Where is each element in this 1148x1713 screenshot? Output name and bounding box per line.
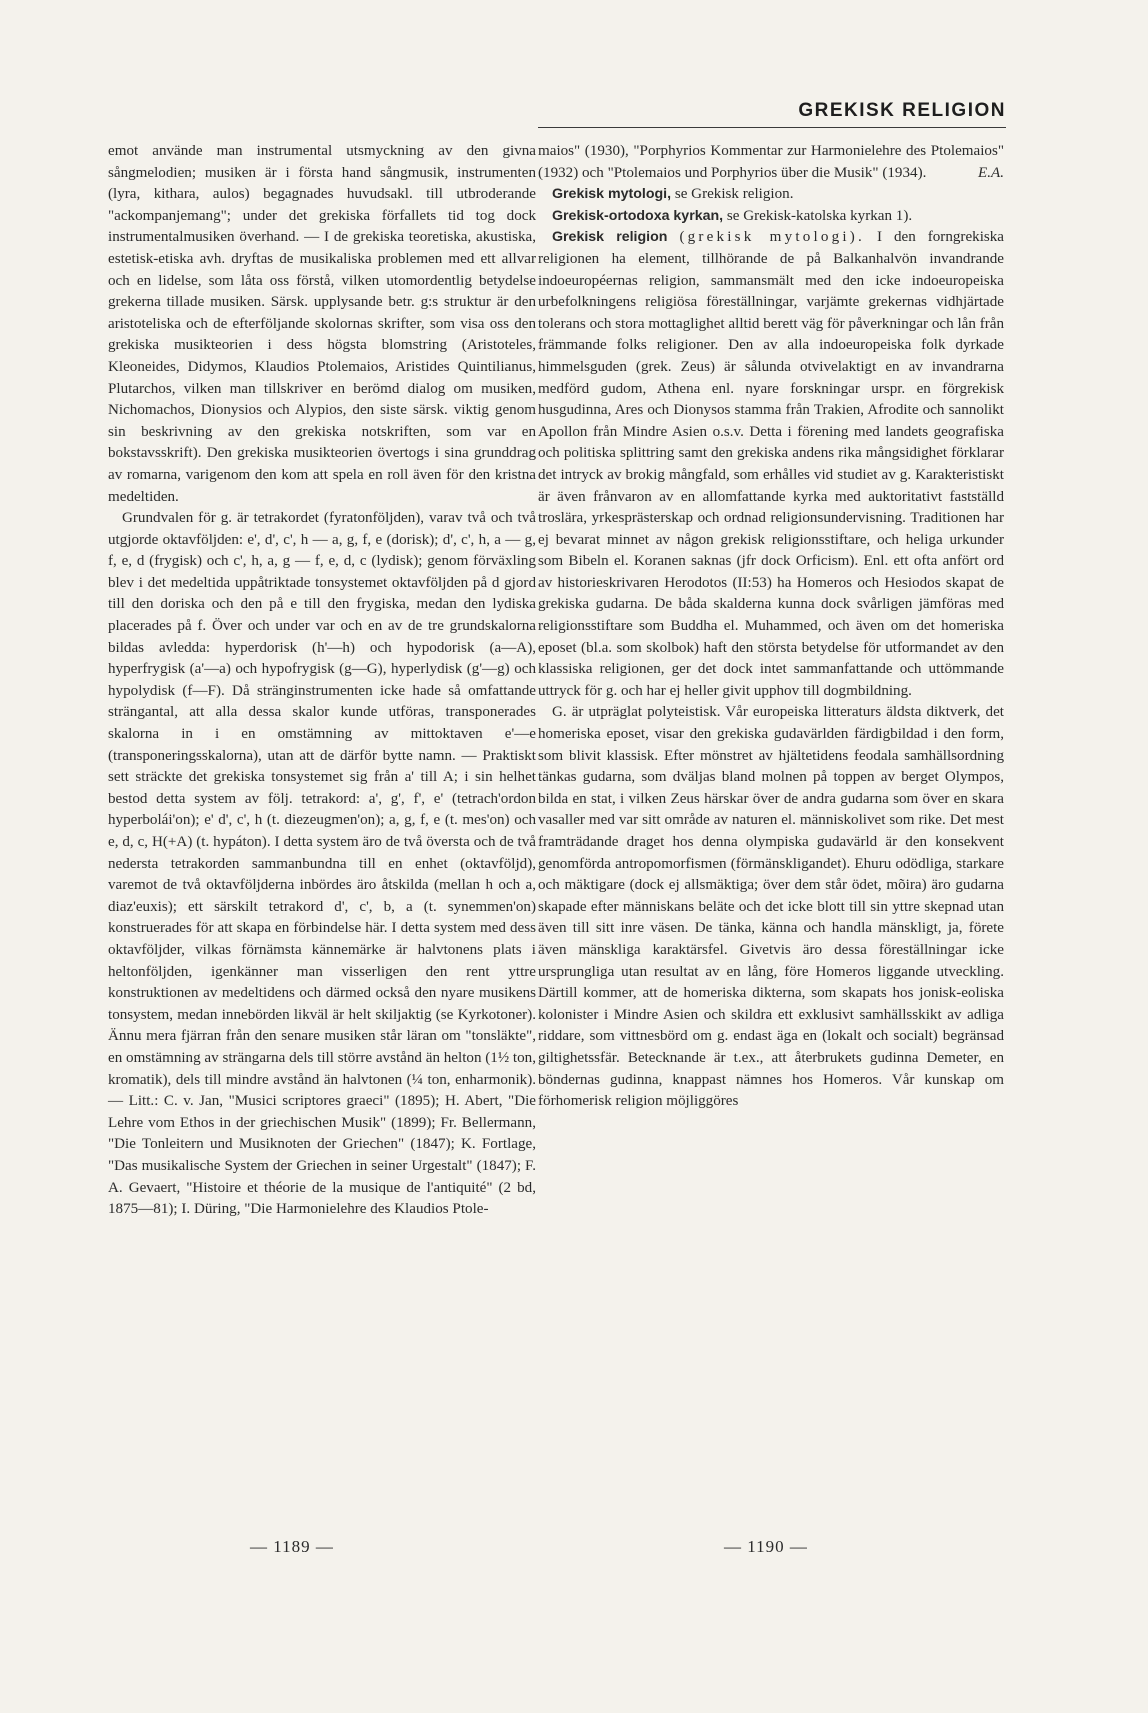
paragraph: G. är utpräglat polyteistisk. Vår europeiska litteraturs äldsta diktverk, det homeriska eposet, visar den grekiska gudavärlden färdigbildad i den form, som blivit klassisk. Efter mönstret av hjältetidens feodala samhällsordning tänkas gudarna, som dväljas bland molnen på toppen av berget Olympos, bilda en stat, i vilken Zeus härskar över de andra gudarna som över en skara vasaller med var sitt område av naturen el. människolivet som rike. Det mest framträdande draget hos denna olympiska gudavärld är den konsekvent genomförda antropomorfismen (förmänskligandet). Ehuru odödliga, starkare och mäktigare (dock ej allsmäktiga; över dem står ödet, mõira) äro gudarna skapade efter människans beläte och det icke blott till sin yttre skepnad utan även till sitt inre väsen. De tänka, känna och handla mänskligt, ja, förete även mänskliga karaktärsfel. Givetvis äro dessa föreställningar icke ursprungliga utan resultat av en lång, före Homeros liggande utveckling. Därtill kommer, att de homeriska dikterna, som skapats hos jonisk-eoliska kolonister i Mindre Asien och skildra ett exklusivt samhällsskikt av adliga riddare, som vittnesbörd om g. endast äga en (lokalt och socialt) begränsad giltighetssfär. Betecknande är t.ex., att återbrukets gudinna Demeter, en böndernas gudinna, knappast nämnes hos Homeros. Vår kunskap om förhomerisk religion möjliggöres (538, 704, 1004, 1110)
entry-grekisk-mytologi (538, 184, 1004, 206)
entry-term: Grekisk mytologi, (552, 186, 672, 203)
entry-grekisk-ortodoxa-kyrkan (538, 206, 1004, 228)
entry-text: se Grekisk religion. (671, 186, 794, 203)
author-signature: E.A. (978, 164, 1004, 181)
header-rule (538, 127, 1006, 128)
running-title: GREKISK RELIGION (798, 100, 1006, 121)
entry-term: Grekisk religion (552, 229, 668, 246)
paragraph: emot använde man instrumental utsmyckning av den givna sångmelodien; musiken är i första hand sångmusik, instrumenten (lyra, kithara, aulos) begagnades huvudsakl. till utbroderande "ackompanjemang"; under det grekiska förfallets tid tog dock instrumentalmusiken överhand. — I de grekiska teoretiska, akustiska, estetisk-etiska avh. dryftas de musikaliska problemen med ett allvar och en lidelse, som låta oss förstå, vilken utomordentlig betydelse grekerna tillade musiken. Särsk. upplysande betr. g:s struktur är den aristoteliska och de efterföljande skolornas skrifter, som visa oss den grekiska musikteorien i dess högsta blomstring (Aristoteles, Kleoneides, Didymos, Klaudios Ptolemaios, Aristides Quintilianus, Plutarchos, vilken man tillskriver en berömd dialog om musiken, Nichomachos, Dionysios och Alypios, den siste särsk. viktig genom sin beskrivning av den grekiska notskriften, som var en bokstavsskrift). Den grekiska musikteorien övertogs i sina grunddrag av romarna, varigenom den kom att spela en roll även för den kristna medeltiden. (108, 143, 536, 505)
page-number-left: — 1189 — (250, 1537, 334, 1556)
entry-alt-term: (grekisk mytologi). (679, 229, 865, 246)
right-column (538, 141, 1004, 1113)
continuation-text: maios" (1930), "Porphyrios Kommentar zur Harmonielehre des Ptolemaios" (1932) och "Ptolemaios und Porphyrios über die Musik" (1934). (538, 143, 1004, 181)
page-number-right: — 1190 — (724, 1537, 808, 1556)
left-column (108, 141, 536, 1221)
entry-text: se Grekisk-katolska kyrkan 1). (723, 207, 913, 224)
entry-term: Grekisk-ortodoxa kyrkan, (552, 207, 724, 224)
entry-grekisk-religion (538, 227, 1004, 702)
paragraph (538, 141, 1004, 184)
paragraph: Grundvalen för g. är tetrakordet (fyratonföljden), varav två och två utgjorde oktavföljden: e', d', c', h — a, g, f, e (dorisk); d', c', h, a — g, f, e, d (frygisk) och c', h, a, g — f, e, d, c (lydisk); genom förväxling blev i det medeltida uppåtriktade tonsystemet oktavföljden på d gjord till den doriska och den på e till den frygiska, medan den lydiska placerades på f. Över och under var och en av de tre grundskalorna bildas avledda: hyperdorisk (h'—h) och hypodorisk (a—A), hyperfrygisk (a'—a) och hypofrygisk (g—G), hyperlydisk (g'—g) och hypolydisk (f—F). Då stränginstrumenten icke hade så omfattande strängantal, att alla dessa skalor kunde utföras, transponerades skalorna in i en omstämning av mittoktaven e'—e (transponeringsskalorna), utan att de därför bytte namn. — Praktiskt sett sträckte det grekiska tonsystemet sig från a' till A; i sin helhet bestod detta system av följ. tetrakord: a', g', f', e' (tetrach'ordon hyperbolái'on); e' d', c', h (t. diezeugmen'on); a, g, f, e (t. mes'on) och e, d, c, H(+A) (t. hypáton). I detta system äro de två översta och de två nedersta tetrakorden sammanbundna till en enhet (oktavföljd), varemot de två oktavföljderna inbördes äro åtskilda (mellan h och a, diaz'euxis); ett särskilt tetrakord d', c', b, a (t. synemmen'on) konstruerades för att skapa en förbindelse här. I detta system med dess oktavföljder, vilkas förnämsta kännemärke är halvtonens plats i heltonföljden, igenkänner man visserligen den rent yttre konstruktionen av medeltidens och därmed också den nyare musikens tonsystem, medan innebörden likväl är helt skiljaktig (se Kyrkotoner). Ännu mera fjärran från den senare musiken står läran om "tonsläkte", en omstämning av strängarna dels till större avstånd än helton (1½ ton, kromatik), dels till mindre avstånd än halvtonen (¼ ton, enharmonik). — Litt.: C. v. Jan, "Musici scriptores graeci" (1895); H. Abert, "Die Lehre vom Ethos in der griechischen Musik" (1899); Fr. Bellermann, "Die Tonleitern und Musiknoten der Griechen" (1847); K. Fortlage, "Das musikalische System der Griechen in seiner Urgestalt" (1847); F. A. Gevaert, "Histoire et théorie de la musique de l'antiquité" (2 bd, 1875—81); I. Düring, "Die Harmonielehre des Klaudios Ptole- (108, 510, 536, 1218)
entry-text: I den forngrekiska religionen ha element, tillhörande de på Balkanhalvön invandrande indoeuropéernas religion, sammansmält med den icke indoeuropeiska urbefolkningens religiösa föreställningar, varjämte grekernas vidhjärtade tolerans och stora mottaglighet alltid berett väg för påverkningar och lån från främmande folks religioner. Den av alla indoeuropeiska folk dyrkade himmelsguden (grek. Zeus) är sålunda otvivelaktigt en av invandrarna medförd gudom, Athena enl. nyare forskningar urspr. en förgrekisk husgudinna, Ares och Dionysos stamma från Trakien, Afrodite och sannolikt Apollon från Mindre Asien o.s.v. Detta i förening med landets geografiska och politiska splittring samt den grekiska andens rika mångsidighet förklarar det intryck av brokig mångfald, som erhålles vid studiet av g. Karakteristiskt är även frånvaron av en allomfattande kyrka med auktoritativt fastställd troslära, yrkesprästerskap och ordnad religionsundervisning. Traditionen har ej bevarat minnet av någon grekisk religionsstiftare, och heliga urkunder som Bibeln el. Koranen saknas (jfr dock Orficism). Enl. ett ofta anfört ord av historieskrivaren Herodotos (II:53) ha Homeros och Hesiodos skapat de grekiska gudarna. De båda skalderna kunna dock svårligen jämföras med religionsstiftare som Buddha el. Muhammed, och även om det homeriska eposet (bl.a. som skolbok) haft den största betydelse för utformandet av den klassiska religionen, ger det dock intet sammanfattande och uttömmande uttryck för g. och har ej heller givit upphov till dogmbildning. (538, 229, 1005, 699)
